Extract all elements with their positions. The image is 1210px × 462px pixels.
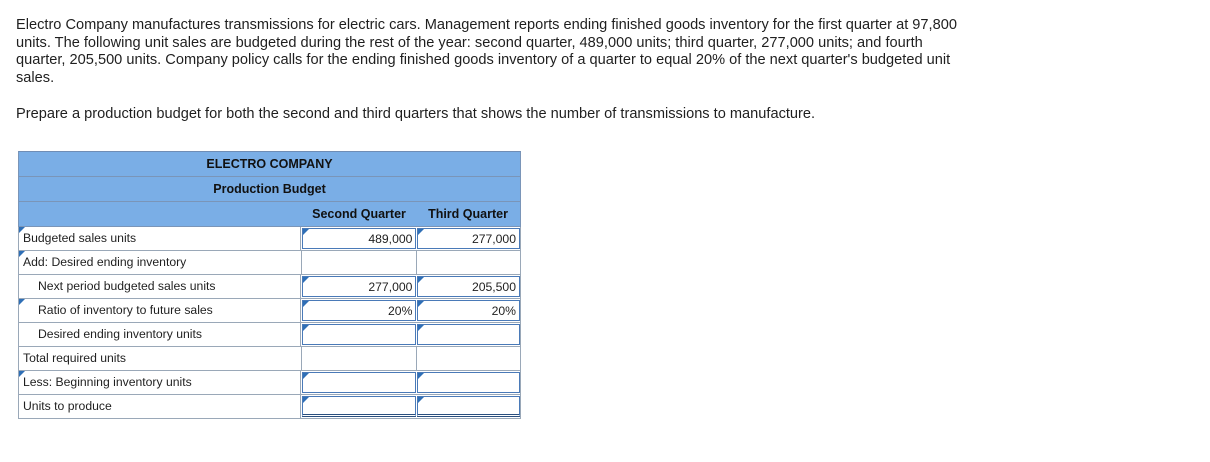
blank-q2-total-required <box>302 347 417 370</box>
input-q3-units-to-produce[interactable] <box>417 396 520 417</box>
row-label-total-required: Total required units <box>19 347 302 370</box>
column-header-row <box>18 201 521 227</box>
problem-text <box>16 17 976 124</box>
column-header-second-quarter: Second Quarter <box>312 207 406 221</box>
row-label-beginning-inventory[interactable]: Less: Beginning inventory units <box>19 371 301 394</box>
row-label-budgeted-sales[interactable]: Budgeted sales units <box>19 227 301 250</box>
input-q3-desired-ending-units[interactable] <box>417 324 520 345</box>
input-q2-ratio[interactable]: 20% <box>302 300 417 321</box>
input-q2-units-to-produce[interactable] <box>302 396 417 417</box>
table-row <box>18 395 521 419</box>
blank-q3-add-ending <box>417 251 520 274</box>
production-budget-table <box>18 151 521 419</box>
row-label-ratio[interactable]: Ratio of inventory to future sales <box>19 299 301 322</box>
table-row <box>18 347 521 371</box>
column-header-third-quarter: Third Quarter <box>428 207 508 221</box>
row-label-add-ending-inventory[interactable]: Add: Desired ending inventory <box>19 251 302 274</box>
problem-instruction: Prepare a production budget for both the second and third quarters that shows the number of transmissions to manufacture. <box>16 106 816 123</box>
input-q3-budgeted-sales[interactable]: 277,000 <box>417 228 520 249</box>
table-row <box>18 299 521 323</box>
input-q2-desired-ending-units[interactable] <box>302 324 417 345</box>
input-q3-next-period-sales[interactable]: 205,500 <box>417 276 520 297</box>
table-row <box>18 371 521 395</box>
table-row <box>18 323 521 347</box>
problem-paragraph: Electro Company manufactures transmissions for electric cars. Management reports ending finished goods inventory for the first quarter at 97,800 units. The following unit sales are budgeted during the rest of the year: second quarter, 489,000 units; third quarter, 277,000 units; and fourth quarter, 205,500 units. Company policy calls for the ending finished goods inventory of a quarter to equal 20% of the next quarter's budgeted unit sales. <box>16 17 957 86</box>
blank-q3-total-required <box>417 347 520 370</box>
column-header-blank <box>19 202 302 226</box>
company-name-header: ELECTRO COMPANY <box>18 151 521 176</box>
row-label-desired-ending-units: Desired ending inventory units <box>19 323 301 346</box>
input-q3-beginning-inventory[interactable] <box>417 372 520 393</box>
table-row <box>18 251 521 275</box>
table-row <box>18 227 521 251</box>
input-q2-next-period-sales[interactable]: 277,000 <box>302 276 417 297</box>
blank-q2-add-ending <box>302 251 417 274</box>
input-q2-beginning-inventory[interactable] <box>302 372 417 393</box>
row-label-next-period-sales: Next period budgeted sales units <box>19 275 301 298</box>
input-q3-ratio[interactable]: 20% <box>417 300 520 321</box>
table-row <box>18 275 521 299</box>
row-label-units-to-produce: Units to produce <box>19 395 301 418</box>
budget-title-header: Production Budget <box>18 176 521 201</box>
input-q2-budgeted-sales[interactable]: 489,000 <box>302 228 417 249</box>
